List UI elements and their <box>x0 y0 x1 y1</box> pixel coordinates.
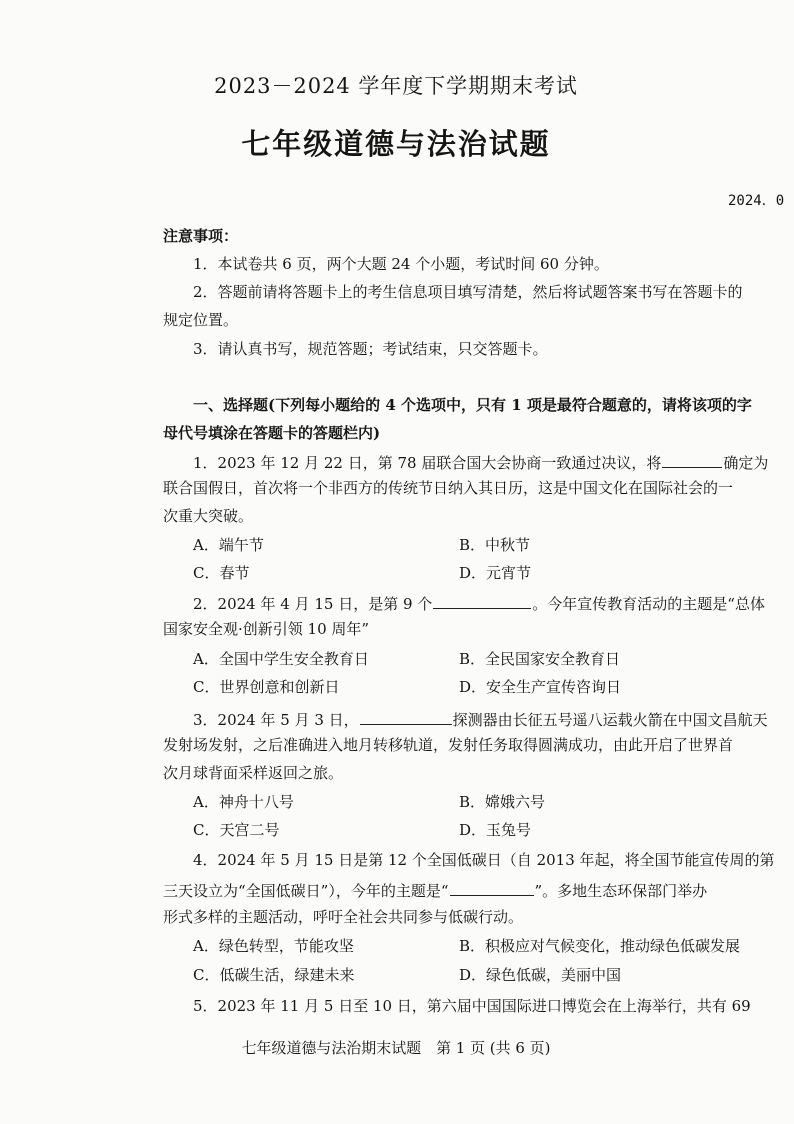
question-1-stem-b: 确定为 <box>723 454 769 472</box>
exam-title: 2023－2024 学年度下学期期末考试 <box>214 74 578 98</box>
question-3-option-c: C．天宫二号 <box>193 821 280 839</box>
question-3-stem <box>193 710 768 728</box>
notice-heading: 注意事项： <box>163 227 239 245</box>
question-2-option-b: B．全民国家安全教育日 <box>459 650 621 668</box>
question-5-line-1: 5．2023 年 11 月 5 日至 10 日，第六届中国国际进口博览会在上海举行，共有 69 <box>193 997 751 1015</box>
notice-item-3: 3．请认真书写，规范答题；考试结束，只交答题卡。 <box>193 340 548 358</box>
answer-blank <box>450 881 534 896</box>
question-2-stem-b: 。今年宣传教育活动的主题是“总体 <box>532 595 765 613</box>
question-2-option-a: A．全国中学生安全教育日 <box>193 650 369 668</box>
answer-blank <box>662 453 722 468</box>
question-4-stem-a: 三天设立为“全国低碳日”），今年的主题是“ <box>163 882 449 900</box>
question-1-option-c: C．春节 <box>193 564 250 582</box>
question-1-option-b: B．中秋节 <box>459 536 531 554</box>
section-heading: 一、选择题(下列每小题给的 4 个选项中，只有 1 项是最符合题意的，请将该项的字 <box>193 396 752 414</box>
question-1-option-d: D．元宵节 <box>459 564 532 582</box>
question-4-line-1: 4．2024 年 5 月 15 日是第 12 个全国低碳日（自 2013 年起，将全国节能宣传周的第 <box>193 851 775 869</box>
question-4-stem <box>163 881 707 899</box>
question-4-option-d: D．绿色低碳，美丽中国 <box>459 966 622 984</box>
question-2-line-2: 国家安全观·创新引领 10 周年” <box>163 620 370 638</box>
answer-blank <box>360 710 452 725</box>
question-4-option-c: C．低碳生活，绿建未来 <box>193 966 355 984</box>
question-2-option-c: C．世界创意和创新日 <box>193 678 340 696</box>
notice-item-1: 1．本试卷共 6 页，两个大题 24 个小题，考试时间 60 分钟。 <box>193 255 609 273</box>
question-1-line-2: 联合国假日，首次将一个非西方的传统节日纳入其日历，这是中国文化在国际社会的一 <box>163 479 734 497</box>
question-3-stem-b: 探测器由长征五号遥八运载火箭在中国文昌航天 <box>452 711 768 729</box>
question-4-stem-b: ”。多地生态环保部门举办 <box>534 882 708 900</box>
answer-blank <box>433 594 531 609</box>
exam-date: 2024．0 <box>728 193 785 209</box>
question-3-option-b: B．嫦娥六号 <box>459 793 546 811</box>
question-1-option-a: A．端午节 <box>193 536 264 554</box>
question-3-line-2: 发射场发射，之后准确进入地月转移轨道，发射任务取得圆满成功，由此开启了世界首 <box>163 736 734 754</box>
question-1-line-3: 次重大突破。 <box>163 507 254 525</box>
question-4-option-a: A．绿色转型，节能攻坚 <box>193 937 354 955</box>
question-4-option-b: B．积极应对气候变化，推动绿色低碳发展 <box>459 937 741 955</box>
question-3-option-a: A．神舟十八号 <box>193 793 294 811</box>
question-3-stem-a: 3．2024 年 5 月 3 日， <box>193 711 359 729</box>
paper-title: 七年级道德与法治试题 <box>241 127 551 161</box>
section-heading-cont: 母代号填涂在答题卡的答题栏内) <box>163 424 381 442</box>
question-2-stem-a: 2．2024 年 4 月 15 日，是第 9 个 <box>193 595 433 613</box>
notice-item-2: 2．答题前请将答题卡上的考生信息项目填写清楚，然后将试题答案书写在答题卡的 <box>193 283 743 301</box>
question-1-stem-a: 1．2023 年 12 月 22 日，第 78 届联合国大会协商一致通过决议，将 <box>193 454 662 472</box>
page-footer: 七年级道德与法治期末试题 第 1 页 (共 6 页) <box>241 1039 551 1057</box>
question-3-line-3: 次月球背面采样返回之旅。 <box>163 764 344 782</box>
question-2-option-d: D．安全生产宣传咨询日 <box>459 678 622 696</box>
question-1-stem <box>193 453 768 471</box>
question-3-option-d: D．玉兔号 <box>459 821 532 839</box>
notice-item-2-cont: 规定位置。 <box>163 311 239 329</box>
question-4-line-3: 形式多样的主题活动，呼吁全社会共同参与低碳行动。 <box>163 908 524 926</box>
question-2-stem <box>193 594 765 612</box>
